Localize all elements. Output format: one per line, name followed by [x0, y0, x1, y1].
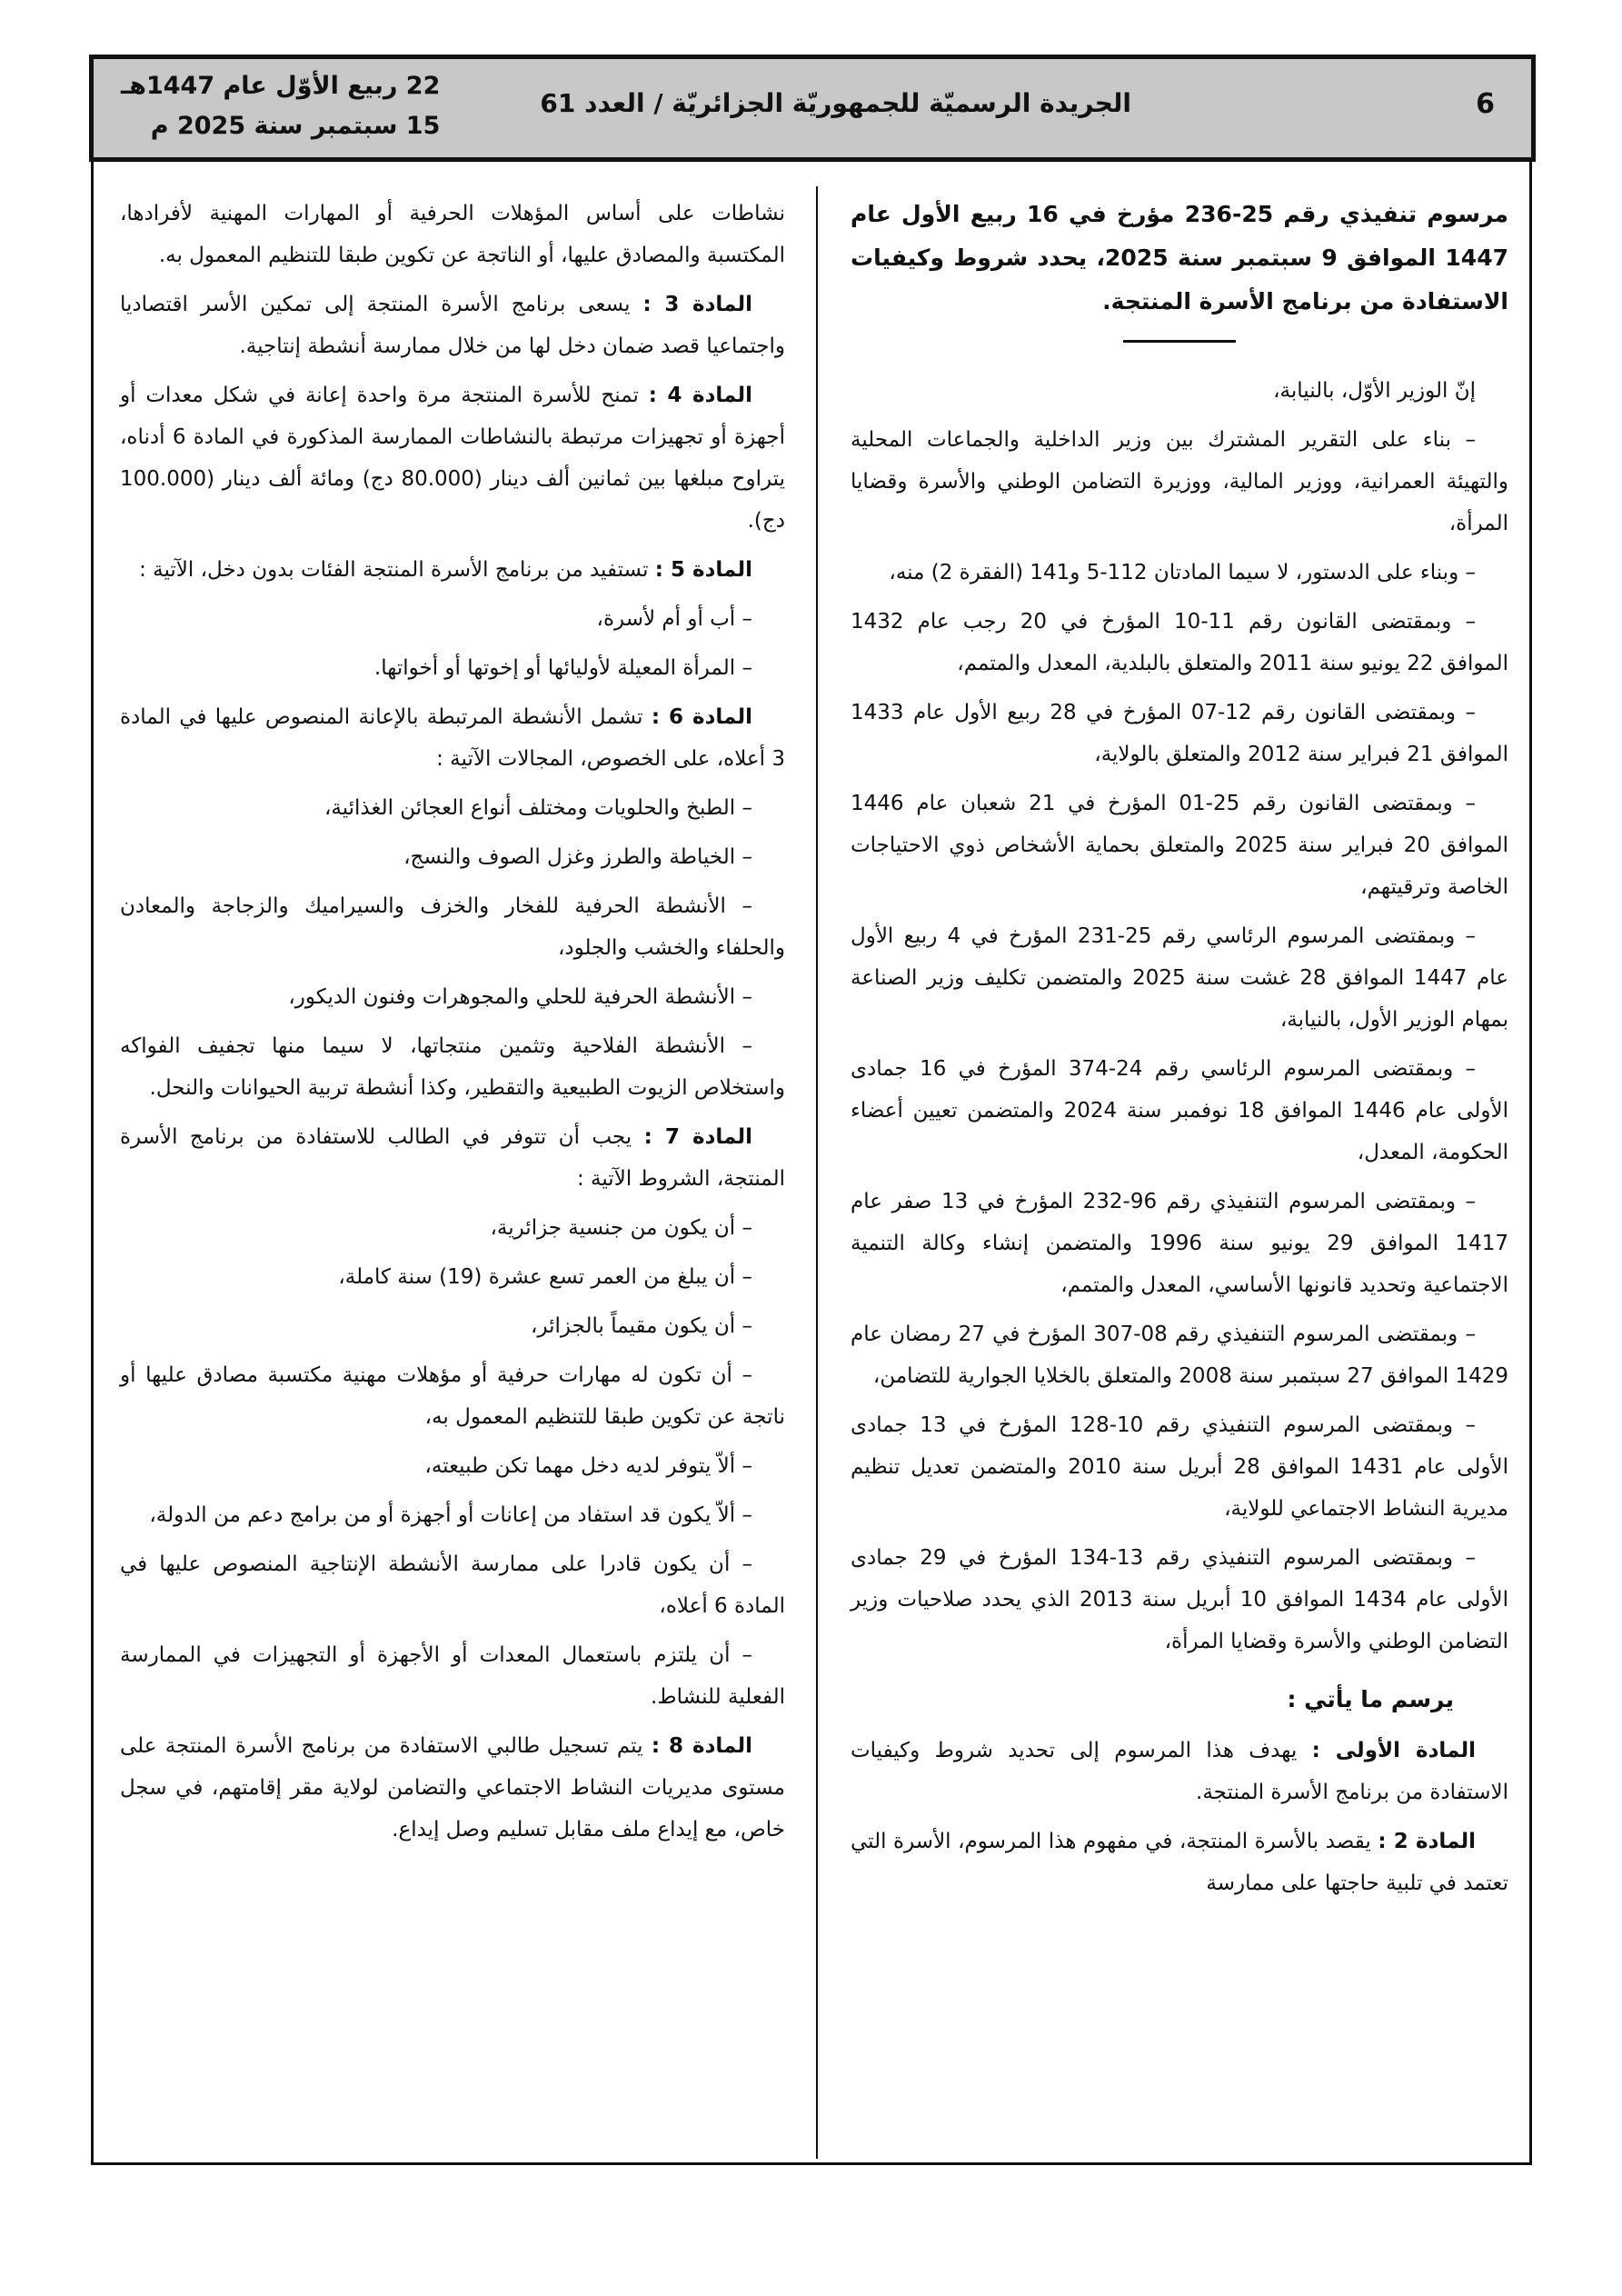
paragraph: [120, 1025, 785, 1109]
paragraph: [851, 419, 1508, 544]
paragraph-text: إنّ الوزير الأوّل، بالنيابة،: [1273, 379, 1476, 403]
paragraph-text: – وبمقتضى المرسوم التنفيذي رقم 10-128 المؤرخ في 13 جمادى الأولى عام 1431 الموافق 28 أبريل سنة 2010 والمتضمن تعديل تنظيم مديرية النشاط الاجتماعي للولاية،: [851, 1413, 1508, 1521]
paragraph: [851, 1181, 1508, 1306]
article-paragraph: [120, 284, 785, 367]
paragraph-text: تشمل الأنشطة المرتبطة بالإعانة المنصوص عليها في المادة 3 أعلاه، على الخصوص، المجالات الآتية :: [120, 705, 785, 771]
article-label: المادة 6 :: [651, 705, 752, 729]
article-paragraph: [120, 374, 785, 542]
paragraph: [120, 598, 785, 640]
issue-date: [121, 66, 440, 146]
paragraph-text: – وبمقتضى المرسوم التنفيذي رقم 13-134 المؤرخ في 29 جمادى الأولى عام 1434 الموافق 10 أبريل سنة 2013 الذي يحدد صلاحيات وزير التضامن الوطني والأسرة وقضايا المرأة،: [851, 1546, 1508, 1653]
paragraph: [120, 885, 785, 969]
gazette-title: الجريدة الرسميّة للجمهوريّة الجزائريّة / العدد 61: [540, 88, 1131, 118]
column-divider: [816, 186, 818, 2159]
paragraph-text: – الأنشطة الفلاحية وتثمين منتجاتها، لا سيما منها تجفيف الفواكه واستخلاص الزيوت الطبيعية والتقطير، وكذا أنشطة تربية الحيوانات والنحل.: [120, 1034, 785, 1100]
paragraph: [120, 1634, 785, 1718]
article-paragraph: [851, 1730, 1508, 1813]
paragraph: [120, 976, 785, 1018]
page-number: 6: [1476, 88, 1495, 120]
paragraph: [851, 1313, 1508, 1397]
paragraph: [120, 1543, 785, 1627]
paragraph: [851, 692, 1508, 775]
paragraph: [120, 193, 785, 276]
article-paragraph: [120, 549, 785, 591]
paragraph-text: – وبمقتضى المرسوم الرئاسي رقم 25-231 المؤرخ في 4 ربيع الأول عام 1447 الموافق 28 غشت سنة 2025 والمتضمن تكليف وزير الصناعة بمهام الوزير الأول، بالنيابة،: [851, 924, 1508, 1032]
paragraph-text: – وبمقتضى المرسوم الرئاسي رقم 24-374 المؤرخ في 16 جمادى الأولى عام 1446 الموافق 18 نوفمبر سنة 2024 والمتضمن تعيين أعضاء الحكومة، المعدل،: [851, 1057, 1509, 1164]
paragraph: [120, 647, 785, 689]
paragraph-text: – بناء على التقرير المشترك بين وزير الداخلية والجماعات المحلية والتهيئة العمرانية، ووزير المالية، ووزيرة التضامن الوطني والأسرة وقضايا المرأة،: [851, 428, 1508, 535]
paragraph: [120, 1207, 785, 1249]
paragraph: [851, 1048, 1508, 1173]
articles: [851, 1730, 1508, 1904]
article-label: المادة الأولى :: [1311, 1739, 1476, 1762]
paragraph-text: – أن يلتزم باستعمال المعدات أو الأجهزة أو التجهيزات في الممارسة الفعلية للنشاط.: [120, 1643, 785, 1709]
article-label: المادة 4 :: [648, 384, 752, 407]
paragraph-text: يقصد بالأسرة المنتجة، في مفهوم هذا المرسوم، الأسرة التي تعتمد في تلبية حاجتها على ممارسة: [851, 1830, 1508, 1895]
paragraph-text: – الطبخ والحلويات ومختلف أنواع العجائن الغذائية،: [323, 796, 752, 820]
paragraph-text: – ألاّ يكون قد استفاد من إعانات أو أجهزة أو من برامج دعم من الدولة،: [149, 1503, 752, 1527]
paragraph: [120, 1494, 785, 1536]
paragraph-text: نشاطات على أساس المؤهلات الحرفية أو المهارات المهنية لأفرادها، المكتسبة والمصادق عليها، أو الناتجة عن تكوين طبقا للتنظيم المعمول به.: [120, 202, 785, 267]
article-paragraph: [851, 1821, 1508, 1904]
paragraph-text: – المرأة المعيلة لأوليائها أو إخوتها أو أخواتها.: [373, 656, 752, 680]
article-label: المادة 7 :: [643, 1125, 752, 1149]
paragraph-text: – أن يكون من جنسية جزائرية،: [490, 1216, 752, 1240]
paragraph: [851, 1404, 1508, 1530]
paragraph-text: – وبمقتضى القانون رقم 25-01 المؤرخ في 21 شعبان عام 1446 الموافق 20 فبراير سنة 2025 والمتعلق بحماية الأشخاص ذوي الاحتياجات الخاصة وترقيتهم،: [851, 792, 1508, 899]
paragraph-text: – الأنشطة الحرفية للحلي والمجوهرات وفنون الديكور،: [288, 985, 752, 1009]
paragraph-text: – وبناء على الدستور، لا سيما المادتان 112-5 و141 (الفقرة 2) منه،: [889, 561, 1476, 584]
paragraph-text: – أن تكون له مهارات حرفية أو مؤهلات مهنية مكتسبة مصادق عليها أو ناتجة عن تكوين طبقا للتنظيم المعمول به،: [120, 1363, 785, 1429]
left-column: [120, 193, 785, 1858]
article-paragraph: [120, 1725, 785, 1851]
paragraph-text: يهدف هذا المرسوم إلى تحديد شروط وكيفيات الاستفادة من برنامج الأسرة المنتجة.: [851, 1739, 1508, 1804]
paragraph-text: – وبمقتضى القانون رقم 11-10 المؤرخ في 20 رجب عام 1432 الموافق 22 يونيو سنة 2011 والمتعلق بالبلدية، المعدل والمتمم،: [851, 610, 1508, 675]
right-column: [851, 193, 1508, 1912]
paragraph: [120, 1354, 785, 1438]
article-paragraph: [120, 1116, 785, 1200]
title-separator: [1123, 340, 1236, 343]
paragraph: [851, 370, 1508, 412]
paragraph: [851, 552, 1508, 594]
paragraph: [851, 783, 1508, 908]
paragraph-text: – أن يبلغ من العمر تسع عشرة (19) سنة كاملة،: [338, 1265, 752, 1289]
paragraph-text: يجب أن تتوفر في الطالب للاستفادة من برنامج الأسرة المنتجة، الشروط الآتية :: [120, 1125, 785, 1191]
paragraph-text: تستفيد من برنامج الأسرة المنتجة الفئات بدون دخل، الآتية :: [139, 558, 655, 582]
paragraph: [120, 1445, 785, 1487]
article-label: المادة 3 :: [642, 293, 752, 316]
paragraph: [120, 836, 785, 878]
paragraph-text: – ألاّ يتوفر لديه دخل مهما تكن طبيعته،: [424, 1454, 752, 1478]
date-gregorian: 15 سبتمبر سنة 2025 م: [150, 112, 441, 140]
date-hijri: 22 ربيع الأوّل عام 1447هـ: [121, 72, 441, 100]
paragraph: [120, 787, 785, 829]
paragraph-text: يتم تسجيل طالبي الاستفادة من برنامج الأسرة المنتجة على مستوى مديريات النشاط الاجتماعي والتضامن لولاية مقر إقامتهم، في سجل خاص، مع إيداع ملف مقابل تسليم وصل إيداع.: [120, 1734, 785, 1842]
paragraph-text: – أن يكون قادرا على ممارسة الأنشطة الإنتاجية المنصوص عليها في المادة 6 أعلاه،: [120, 1552, 785, 1618]
paragraph: [120, 1256, 785, 1298]
paragraph-text: – أب أو أم لأسرة،: [596, 607, 752, 631]
paragraph-text: يسعى برنامج الأسرة المنتجة إلى تمكين الأسر اقتصاديا واجتماعيا قصد ضمان دخل لها من خلال ممارسة أنشطة إنتاجية.: [120, 293, 785, 358]
article-label: المادة 2 :: [1378, 1830, 1477, 1853]
paragraph-text: – أن يكون مقيماً بالجزائر،: [531, 1314, 752, 1338]
paragraph-text: – وبمقتضى المرسوم التنفيذي رقم 08-307 المؤرخ في 27 رمضان عام 1429 الموافق 27 سبتمبر سنة 2008 والمتعلق بالخلايا الجوارية للتضامن،: [851, 1323, 1508, 1388]
paragraph: [851, 601, 1508, 684]
paragraph-text: – الخياطة والطرز وغزل الصوف والنسج،: [403, 845, 752, 869]
paragraph-text: – وبمقتضى المرسوم التنفيذي رقم 96-232 المؤرخ في 13 صفر عام 1417 الموافق 29 يونيو سنة 1996 والمتضمن إنشاء وكالة التنمية الاجتماعية وتحديد قانونها الأساسي، المعدل والمتمم،: [851, 1190, 1508, 1297]
paragraph: [851, 915, 1508, 1041]
paragraph-text: تمنح للأسرة المنتجة مرة واحدة إعانة في شكل معدات أو أجهزة أو تجهيزات مرتبطة بالنشاطات الممارسة المذكورة في المادة 6 أدناه، يتراوح مبلغها بين ثمانين ألف دينار (80.000 دج) ومائة ألف دينار (100.000 دج).: [120, 384, 786, 533]
paragraph-text: – الأنشطة الحرفية للفخار والخزف والسيراميك والزجاجة والمعادن والحلفاء والخشب والجلود،: [120, 894, 785, 960]
articles-continued: [120, 193, 785, 1851]
decree-title: مرسوم تنفيذي رقم 25-236 مؤرخ في 16 ربيع الأول عام 1447 الموافق 9 سبتمبر سنة 2025، يحدد شروط وكيفيات الاستفادة من برنامج الأسرة المنتجة.: [851, 201, 1508, 314]
decree-phrase: يرسم ما يأتي :: [1287, 1686, 1454, 1712]
article-label: المادة 5 :: [654, 558, 752, 582]
page-header: [89, 55, 1536, 162]
paragraph-text: – وبمقتضى القانون رقم 12-07 المؤرخ في 28 ربيع الأول عام 1433 الموافق 21 فبراير سنة 2012 والمتعلق بالولاية،: [851, 701, 1508, 766]
preamble: [851, 370, 1508, 1662]
paragraph: [851, 1537, 1508, 1662]
article-paragraph: [120, 696, 785, 780]
paragraph: [120, 1305, 785, 1347]
article-label: المادة 8 :: [651, 1734, 752, 1758]
